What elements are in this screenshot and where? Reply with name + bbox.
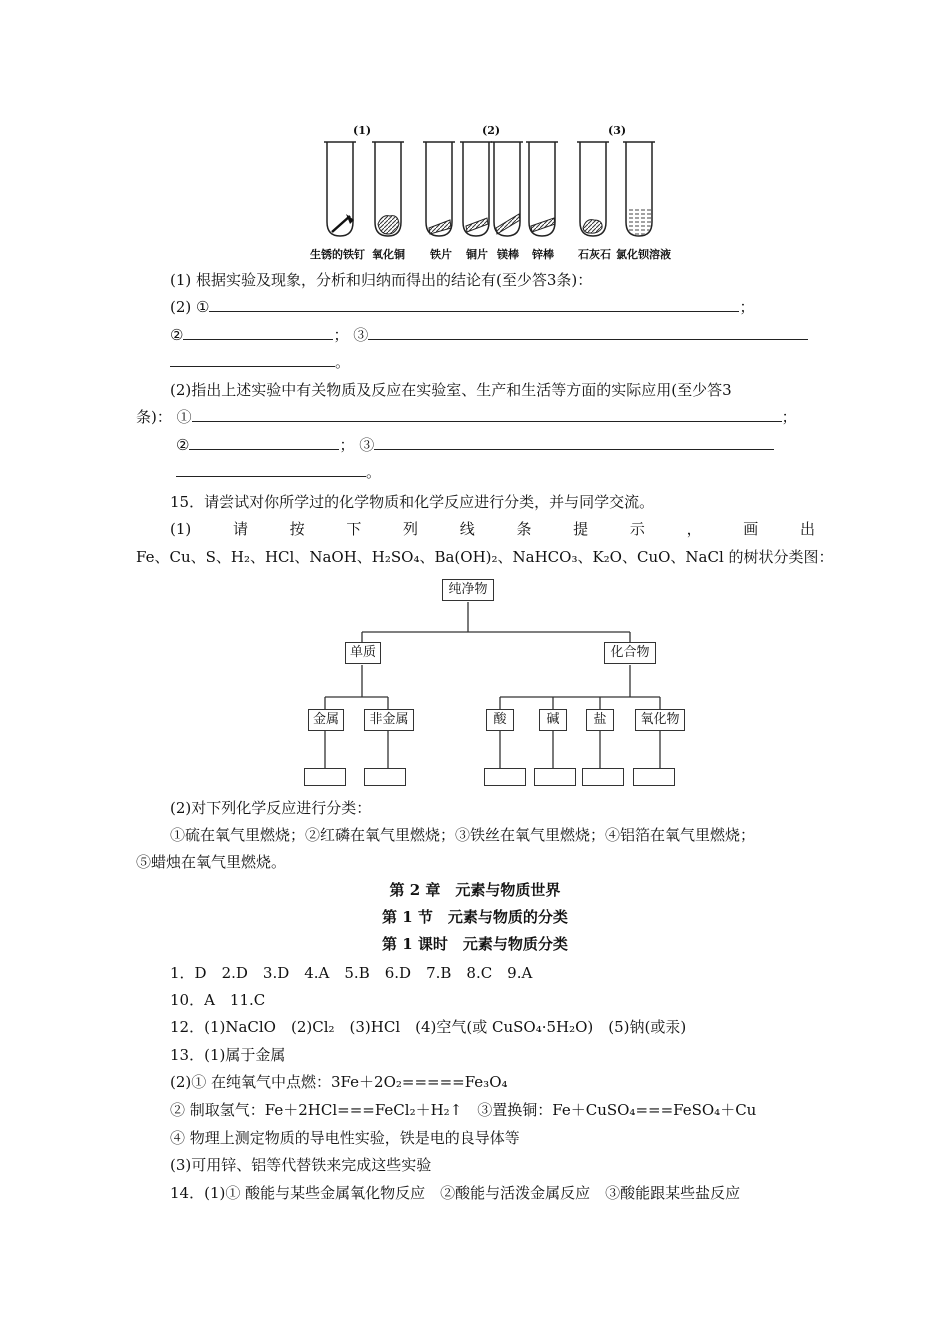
word: 线 xyxy=(459,520,475,538)
word: 示 xyxy=(629,520,645,538)
q14-part2-line1 xyxy=(136,407,797,427)
test-tube-drawing xyxy=(300,120,700,250)
word: 出 xyxy=(799,520,815,538)
answer-blank[interactable] xyxy=(176,462,366,477)
word: (1) xyxy=(170,520,192,538)
circle-number-1: ① xyxy=(176,408,192,426)
tree-node-element: 单质 xyxy=(345,642,381,664)
q15-part2-line1: ①硫在氧气里燃烧；②红磷在氧气里燃烧；③铁丝在氧气里燃烧；④铝箔在氧气里燃烧； xyxy=(170,826,756,844)
q14-part1-line3 xyxy=(170,352,350,372)
separator: ； xyxy=(739,298,755,316)
q14-part2-line3 xyxy=(176,462,381,482)
group-label-2: (2) xyxy=(482,124,501,137)
q15-part2-intro: (2)对下列化学反应进行分类： xyxy=(170,799,372,817)
q14-part1-prefix: (2) ① xyxy=(170,298,210,316)
tree-node-base: 碱 xyxy=(539,709,567,731)
group-label-1: (1) xyxy=(353,124,372,137)
tube-label-rusty-nail: 生锈的铁钉 xyxy=(310,248,365,261)
tree-blank-box[interactable] xyxy=(534,768,576,786)
answer-blank[interactable] xyxy=(183,325,333,340)
answers-10-11: 10．A 11.C xyxy=(170,991,266,1009)
answer-blank[interactable] xyxy=(170,352,335,367)
separator: ； xyxy=(781,408,797,426)
answer-13-3: ② 制取氢气：Fe＋2HCl===FeCl₂＋H₂↑ ③置换铜：Fe＋CuSO₄===FeSO₄＋Cu xyxy=(170,1101,757,1119)
circle-number-3: ③ xyxy=(353,326,369,344)
circle-number-2: ② xyxy=(176,436,190,454)
tree-blank-box[interactable] xyxy=(633,768,675,786)
word: 画 xyxy=(743,520,759,538)
q14-part1-line1 xyxy=(170,297,754,317)
answer-blank[interactable] xyxy=(192,407,782,422)
answer-13-1: 13．(1)属于金属 xyxy=(170,1046,286,1064)
answer-13-4: ④ 物理上测定物质的导电性实验，铁是电的良导体等 xyxy=(170,1129,520,1147)
circle-number-3: ③ xyxy=(359,436,375,454)
q15-part2-line2: ⑤蜡烛在氧气里燃烧。 xyxy=(136,853,287,871)
word: 条 xyxy=(516,520,532,538)
tube-label-copper-sheet: 铜片 xyxy=(466,248,488,261)
q14-part2-intro: (2)指出上述实验中有关物质及反应在实验室、生产和生活等方面的实际应用(至少答3 xyxy=(170,381,732,399)
circle-number-2: ② xyxy=(170,326,184,344)
lesson-heading: 第 1 课时 元素与物质分类 xyxy=(382,935,568,953)
tree-node-compound: 化合物 xyxy=(604,642,656,664)
period: 。 xyxy=(366,463,382,481)
q14-part2-prefix: 条)： xyxy=(136,408,172,426)
q15-part1-line1 xyxy=(170,519,815,539)
tube-label-copper-oxide: 氧化铜 xyxy=(372,248,405,261)
q14-part1-intro: (1) 根据实验及现象，分析和归纳而得出的结论有(至少答3条)： xyxy=(170,271,593,289)
answer-blank[interactable] xyxy=(374,435,774,450)
section-heading: 第 1 节 元素与物质的分类 xyxy=(382,908,568,926)
word: ， xyxy=(686,520,702,538)
separator: ； xyxy=(339,436,355,454)
answer-blank[interactable] xyxy=(189,435,339,450)
tube-label-iron-sheet: 铁片 xyxy=(430,248,452,261)
tree-blank-box[interactable] xyxy=(484,768,526,786)
word: 列 xyxy=(403,520,419,538)
tree-node-pure-substance: 纯净物 xyxy=(442,579,494,601)
tree-node-oxide: 氧化物 xyxy=(635,709,685,731)
tree-blank-box[interactable] xyxy=(304,768,346,786)
q15-title: 15．请尝试对你所学过的化学物质和化学反应进行分类，并与同学交流。 xyxy=(170,493,655,511)
chapter-heading: 第 2 章 元素与物质世界 xyxy=(389,881,561,899)
tube-label-zinc-rod: 锌棒 xyxy=(532,248,554,261)
word: 下 xyxy=(346,520,362,538)
answer-13-2: (2)① 在纯氧气中点燃：3Fe＋2O₂=====Fe₃O₄ xyxy=(170,1073,508,1091)
answer-14: 14．(1)① 酸能与某些金属氧化物反应 ②酸能与活泼金属反应 ③酸能跟某些盐反应 xyxy=(170,1184,741,1202)
tree-node-salt: 盐 xyxy=(586,709,614,731)
answers-1-9: 1．D 2.D 3.D 4.A 5.B 6.D 7.B 8.C 9.A xyxy=(170,964,533,982)
tree-blank-box[interactable] xyxy=(582,768,624,786)
answer-13-5: (3)可用锌、铝等代替铁来完成这些实验 xyxy=(170,1156,432,1174)
tube-label-barium-chloride: 氯化钡溶液 xyxy=(616,248,671,261)
tree-node-nonmetal: 非金属 xyxy=(364,709,414,731)
answer-12: 12．(1)NaClO (2)Cl₂ (3)HCl (4)空气(或 CuSO₄·5H₂O) (5)钠(或汞) xyxy=(170,1018,687,1036)
separator: ； xyxy=(333,326,349,344)
tube-label-magnesium-rod: 镁棒 xyxy=(497,248,519,261)
answer-blank[interactable] xyxy=(368,325,808,340)
q14-part2-line2 xyxy=(176,435,774,455)
word: 请 xyxy=(232,520,248,538)
q15-formula-list: Fe、Cu、S、H₂、HCl、NaOH、H₂SO₄、Ba(OH)₂、NaHCO₃、K₂O、CuO、NaCl 的树状分类图： xyxy=(136,548,834,566)
word: 按 xyxy=(289,520,305,538)
period: 。 xyxy=(335,353,351,371)
answer-blank[interactable] xyxy=(209,297,739,312)
tree-blank-box[interactable] xyxy=(364,768,406,786)
tree-node-acid: 酸 xyxy=(486,709,514,731)
tree-node-metal: 金属 xyxy=(308,709,344,731)
q14-part1-line2 xyxy=(170,325,808,345)
word: 提 xyxy=(573,520,589,538)
tube-label-limestone: 石灰石 xyxy=(578,248,611,261)
tree-connectors xyxy=(290,578,700,793)
group-label-3: (3) xyxy=(608,124,627,137)
